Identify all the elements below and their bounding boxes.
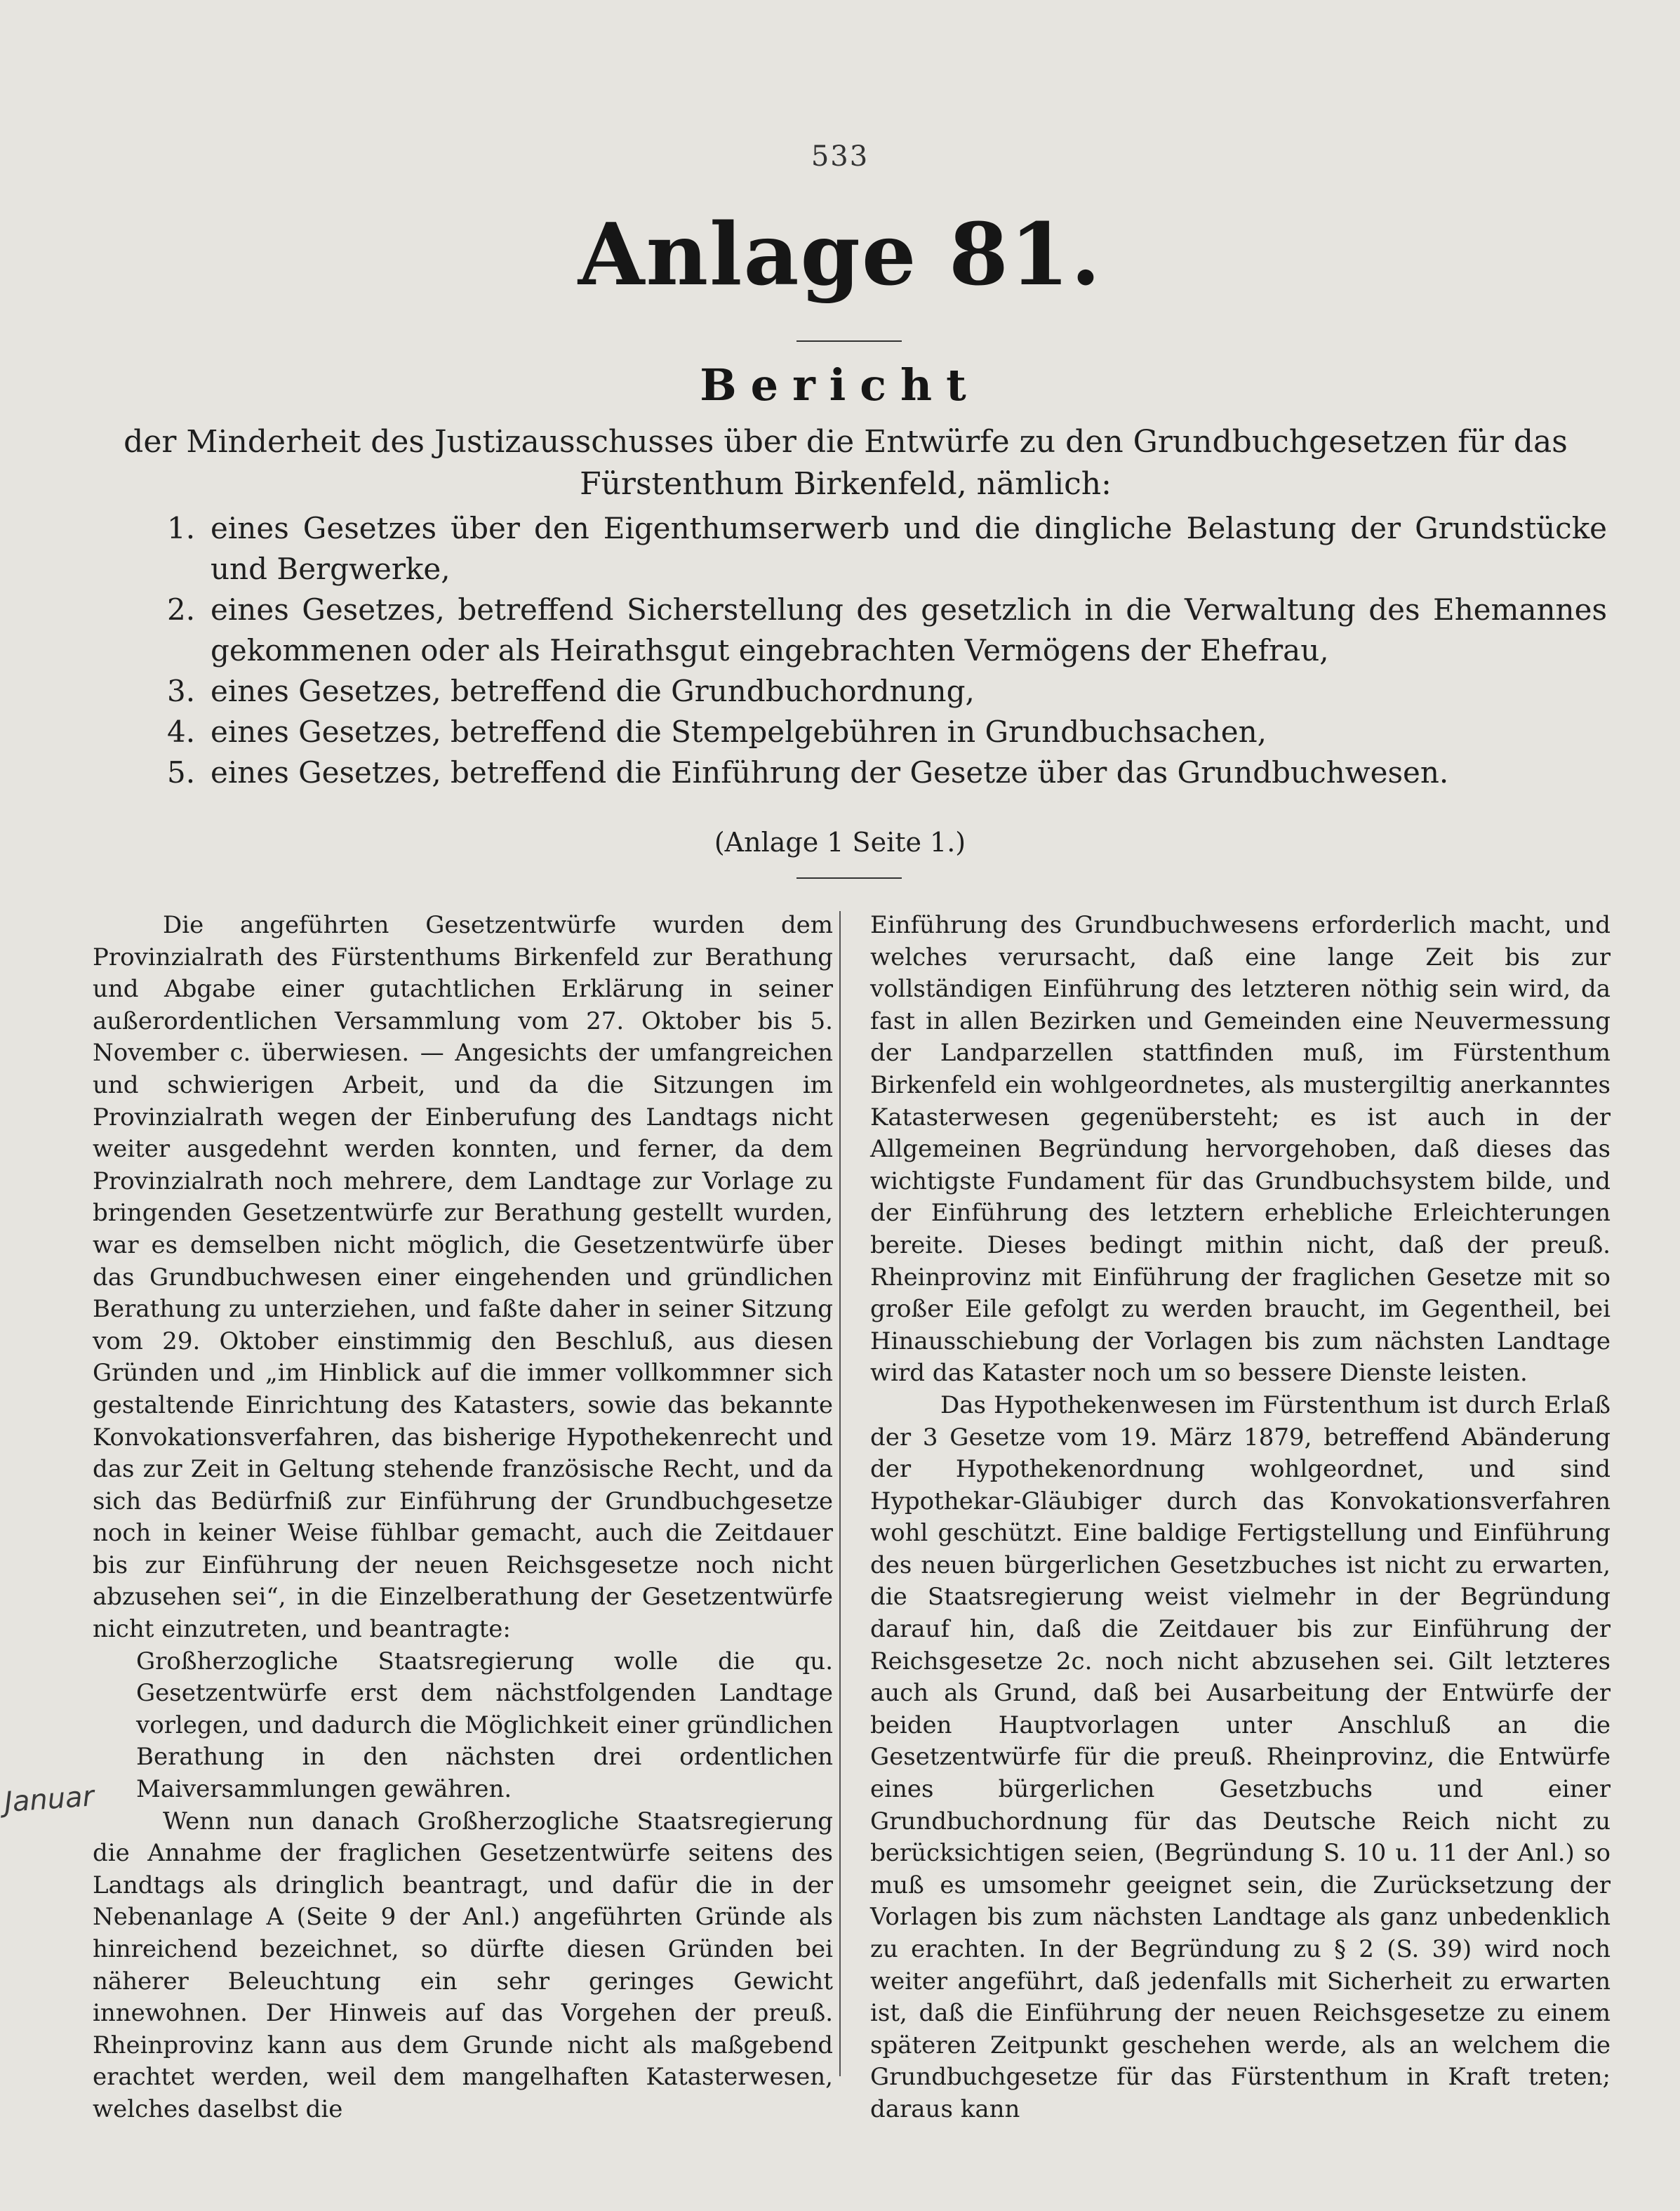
list-item-text: eines Gesetzes, betreffend die Stempelgebühren in Grundbuchsachen, [211,715,1267,749]
paragraph: Wenn nun danach Großherzogliche Staatsregierung die Annahme der fraglichen Gesetzentwürfe seitens des Landtags als dringlich beantragt, und dafür die in der Nebenanlage A (Seite 9 der Anl.) angeführten Gründe als hinreichend bezeichnet, so dürfte diesen Gründen bei näherer Beleuchtung ein sehr geringes Gewicht innewohnen. Der Hinweis auf das Vorgehen der preuß. Rheinprovinz kann aus dem Grunde nicht als maßgebend erachtet werden, weil dem mangelhaften Katasterwesen, welches daselbst die [93,1807,833,2123]
list-item-text: eines Gesetzes über den Eigenthumserwerb und die dingliche Belastung der Grundstücke und Bergwerke, [211,511,1607,586]
list-item [0,590,1680,671]
page-number: 533 [811,140,869,173]
paragraph: Einführung des Grundbuchwesens erforderlich macht, und welches verursacht, daß eine lange Zeit bis zur vollständigen Einführung des letzteren nöthig sein wird, da fast in allen Bezirken und Gemeinden eine Neuvermessung der Landparzellen stattfinden muß, im Fürstenthum Birkenfeld ein wohlgeordnetes, als mustergiltig anerkanntes Katasterwesen gegenübersteht; es ist auch in der Allgemeinen Begründung hervorgehoben, daß dieses das wichtigste Fundament für das Grundbuchsystem bilde, und der Einführung des letztern erhebliche Erleichterungen bereite. Dieses bedingt mithin nicht, daß der preuß. Rheinprovinz mit Einführung der fraglichen Gesetze mit so großer Eile gefolgt zu werden braucht, im Gegentheil, bei Hinausschiebung der Vorlagen bis zum nächsten Landtage wird das Kataster noch um so bessere Dienste leisten. [870,911,1611,1388]
title-divider [796,340,902,342]
list-item-number: 3. [167,674,196,708]
list-item [0,508,1680,590]
list-item-number: 1. [167,511,196,545]
handwritten-margin-note: Januar [3,1780,95,1819]
list-item [0,671,1680,712]
list-item-text: eines Gesetzes, betreffend Sicherstellung des gesetzlich in die Verwaltung des Ehemannes gekommenen oder als Heirathsgut eingebrachten Vermögens der Ehefrau, [211,592,1607,668]
paragraph: Das Hypothekenwesen im Fürstenthum ist durch Erlaß der 3 Gesetze vom 19. März 1879, betreffend Abänderung der Hypothekenordnung wohlgeordnet, und sind Hypothekar-Gläubiger durch das Konvokationsverfahren wohl geschützt. Eine baldige Fertigstellung und Einführung des neuen bürgerlichen Gesetzbuches ist nicht zu erwarten, die Staatsregierung weist vielmehr in der Begründung darauf hin, daß die Zeitdauer bis zur Einführung der Reichsgesetze 2c. noch nicht abzusehen sei. Gilt letzteres auch als Grund, daß bei Ausarbeitung der Entwürfe der beiden Hauptvorlagen unter Anschluß an die Gesetzentwürfe für die preuß. Rheinprovinz, die Entwürfe eines bürgerlichen Gesetzbuchs und einer Grundbuchordnung für das Deutsche Reich nicht zu berücksichtigen seien, (Begründung S. 10 u. 11 der Anl.) so muß es umsomehr geeignet sein, die Zurücksetzung der Vorlagen bis zum nächsten Landtage als ganz unbedenklich zu erachten. In der Begründung zu § 2 (S. 39) wird noch weiter angeführt, daß jedenfalls mit Sicherheit zu erwarten ist, daß die Einführung der neuen Reichsgesetze zu einem späteren Zeitpunkt geschehen werde, als an welchem die Grundbuchgesetze für das Fürstenthum in Kraft treten; daraus kann [870,1390,1611,2123]
reference-note: (Anlage 1 Seite 1.) [714,827,966,858]
report-subtitle: der Minderheit des Justizausschusses über die Entwürfe zu den Grundbuchgesetzen für das Fürstenthum Birkenfeld, nämlich: [124,424,1568,502]
list-item-number: 4. [167,715,196,749]
column-divider [839,911,841,2076]
anlage-title: Anlage 81. [578,204,1102,305]
left-column [93,910,833,2126]
bericht-title: Bericht [700,359,980,411]
section-divider [796,877,902,879]
list-item-text: eines Gesetzes, betreffend die Grundbuchordnung, [211,674,975,708]
paragraph: Die angeführten Gesetzentwürfe wurden dem Provinzialrath des Fürstenthums Birkenfeld zur Berathung und Abgabe einer gutachtlichen Erklärung in seiner außerordentlichen Versammlung vom 27. Oktober bis 5. November c. überwiesen. — Angesichts der umfangreichen und schwierigen Arbeit, und da die Sitzungen im Provinzialrath wegen der Einberufung des Landtags nicht weiter ausgedehnt werden konnten, und ferner, da dem Provinzialrath noch mehrere, dem Landtage zur Vorlage zu bringenden Gesetzentwürfe zur Berathung gestellt wurden, war es demselben nicht möglich, die Gesetzentwürfe über das Grundbuchwesen einer eingehenden und gründlichen Berathung zu unterziehen, und faßte daher in seiner Sitzung vom 29. Oktober einstimmig den Beschluß, aus diesen Gründen und „im Hinblick auf die immer vollkommner sich gestaltende Einrichtung des Katasters, sowie das bekannte Konvokationsverfahren, das bisherige Hypothekenrecht und das zur Zeit in Geltung stehende französische Recht, und da sich das Bedürfniß zur Einführung der Grundbuchgesetze noch in keiner Weise fühlbar gemacht, auch die Zeitdauer bis zur Einführung der neuen Reichsgesetze noch nicht abzusehen sei“, in die Einzelberathung der Gesetzentwürfe nicht einzutreten, und beantragte: [93,911,833,1644]
list-item-number: 2. [167,592,196,627]
draft-law-list [0,508,1680,793]
right-column [870,910,1611,2126]
list-item [0,712,1680,752]
quoted-motion: Großherzogliche Staatsregierung wolle die qu. Gesetzentwürfe erst dem nächstfolgenden Landtage vorlegen, und dadurch die Möglichkeit einer gründlichen Berathung in den nächsten drei ordentlichen Maiversammlungen gewähren. [136,1647,833,1804]
list-item-text: eines Gesetzes, betreffend die Einführung der Gesetze über das Grundbuchwesen. [211,755,1449,790]
list-item [0,752,1680,793]
list-item-number: 5. [167,755,196,790]
